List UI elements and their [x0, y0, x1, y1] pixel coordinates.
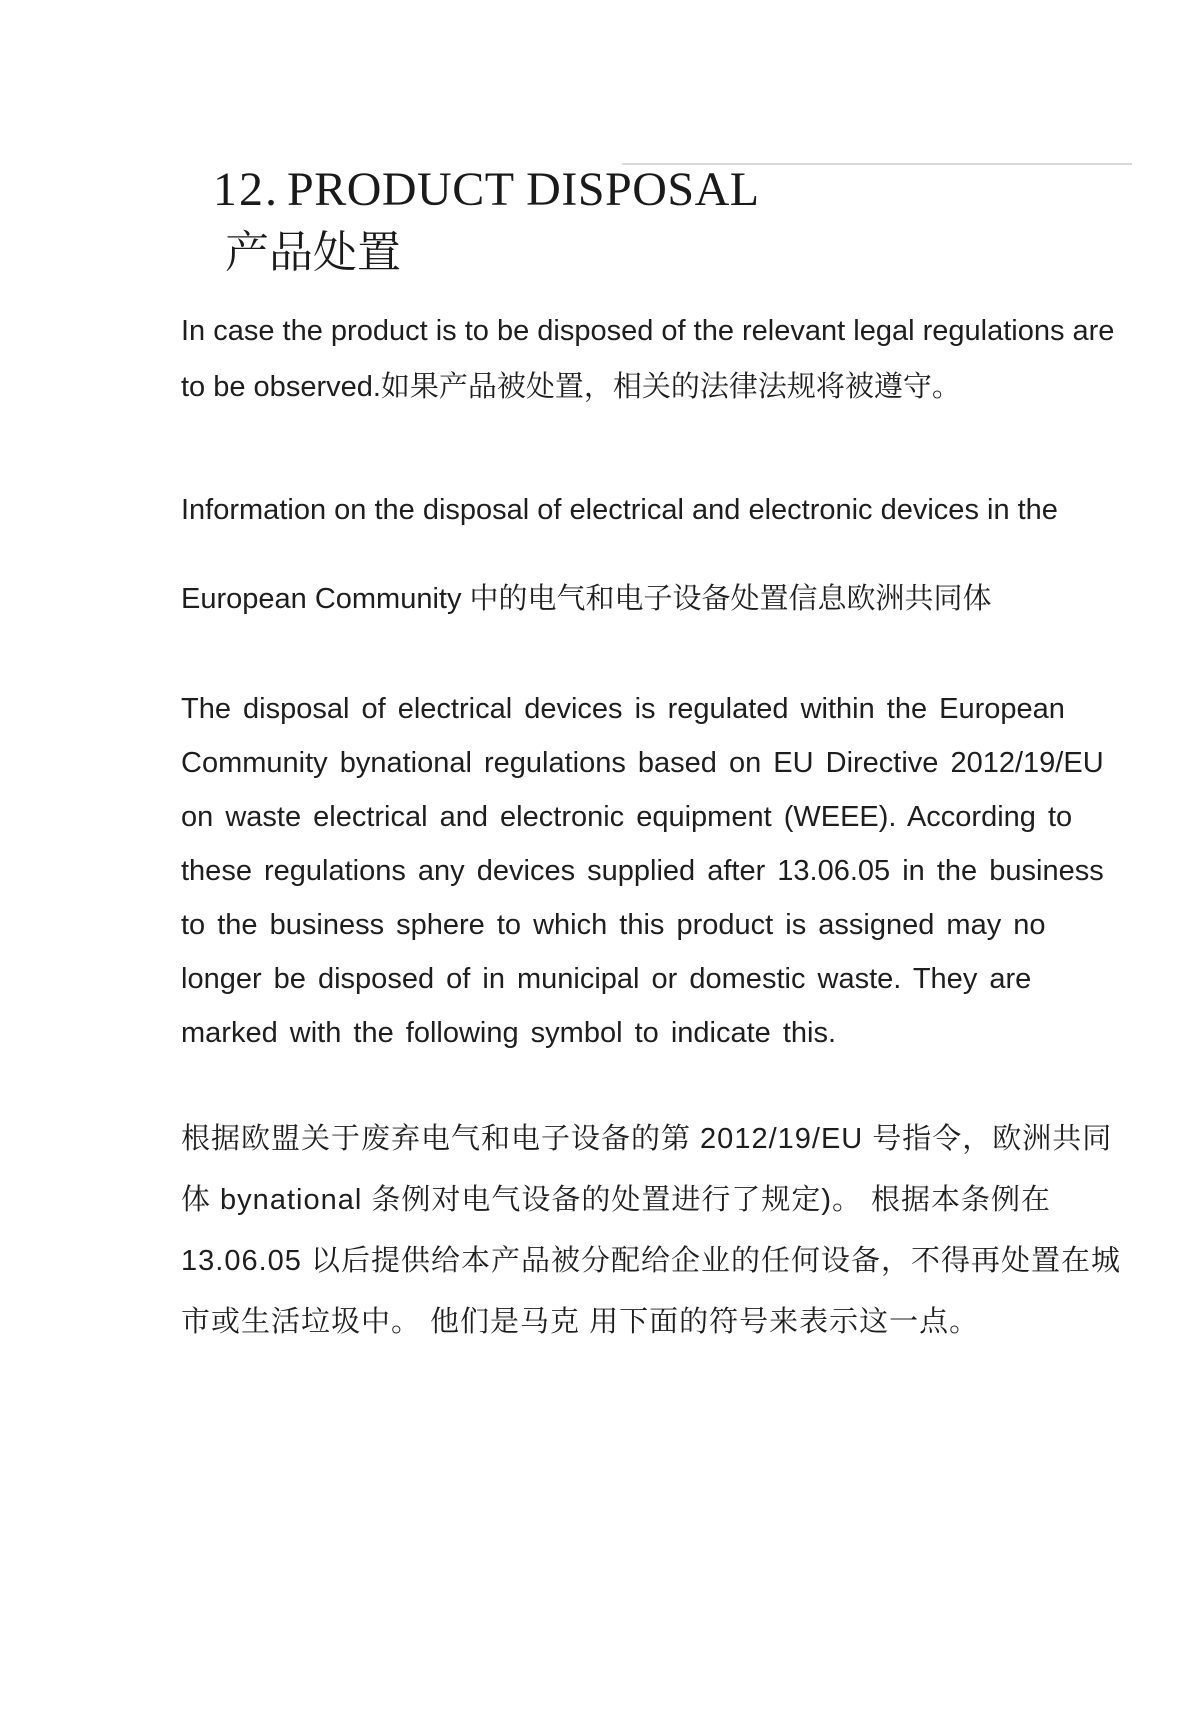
paragraph-weee-directive-cn: 根据欧盟关于废弃电气和电子设备的第 2012/19/EU 号指令，欧洲共同体 bynational 条例对电气设备的处置进行了规定)。 根据本条例在 13.06.05 以后提供给本产品被分配给企业的任何设备，不得再处置在城市或生活垃圾中。 他们是马克 用下面的符号来表示这一点。 — [181, 1123, 1121, 1338]
section-title-cn: 产品处置 — [225, 227, 401, 278]
paragraph-legal-regulations: In case the product is to be disposed of the relevant legal regulations are to be observed.如果产品被处置，相关的法律法规将被遵守。 — [181, 315, 1115, 403]
section-heading — [213, 162, 760, 218]
paragraph-weee-directive: The disposal of electrical devices is regulated within the European Community bynational regulations based on EU Directive 2012/19/EU on waste electrical and electronic equipment (WEEE). According to these regulations any devices supplied after 13.06.05 in the business to the business sphere to which this product is assigned may no longer be disposed of in municipal or domestic waste. They are marked with the following symbol to indicate this. — [181, 693, 1104, 1049]
paragraph-info-heading: Information on the disposal of electrical and electronic devices in the — [181, 494, 1058, 526]
section-number: 12. — [213, 163, 279, 216]
section-title: PRODUCT DISPOSAL — [287, 163, 760, 216]
paragraph-european-community: European Community 中的电气和电子设备处置信息欧洲共同体 — [181, 583, 992, 615]
